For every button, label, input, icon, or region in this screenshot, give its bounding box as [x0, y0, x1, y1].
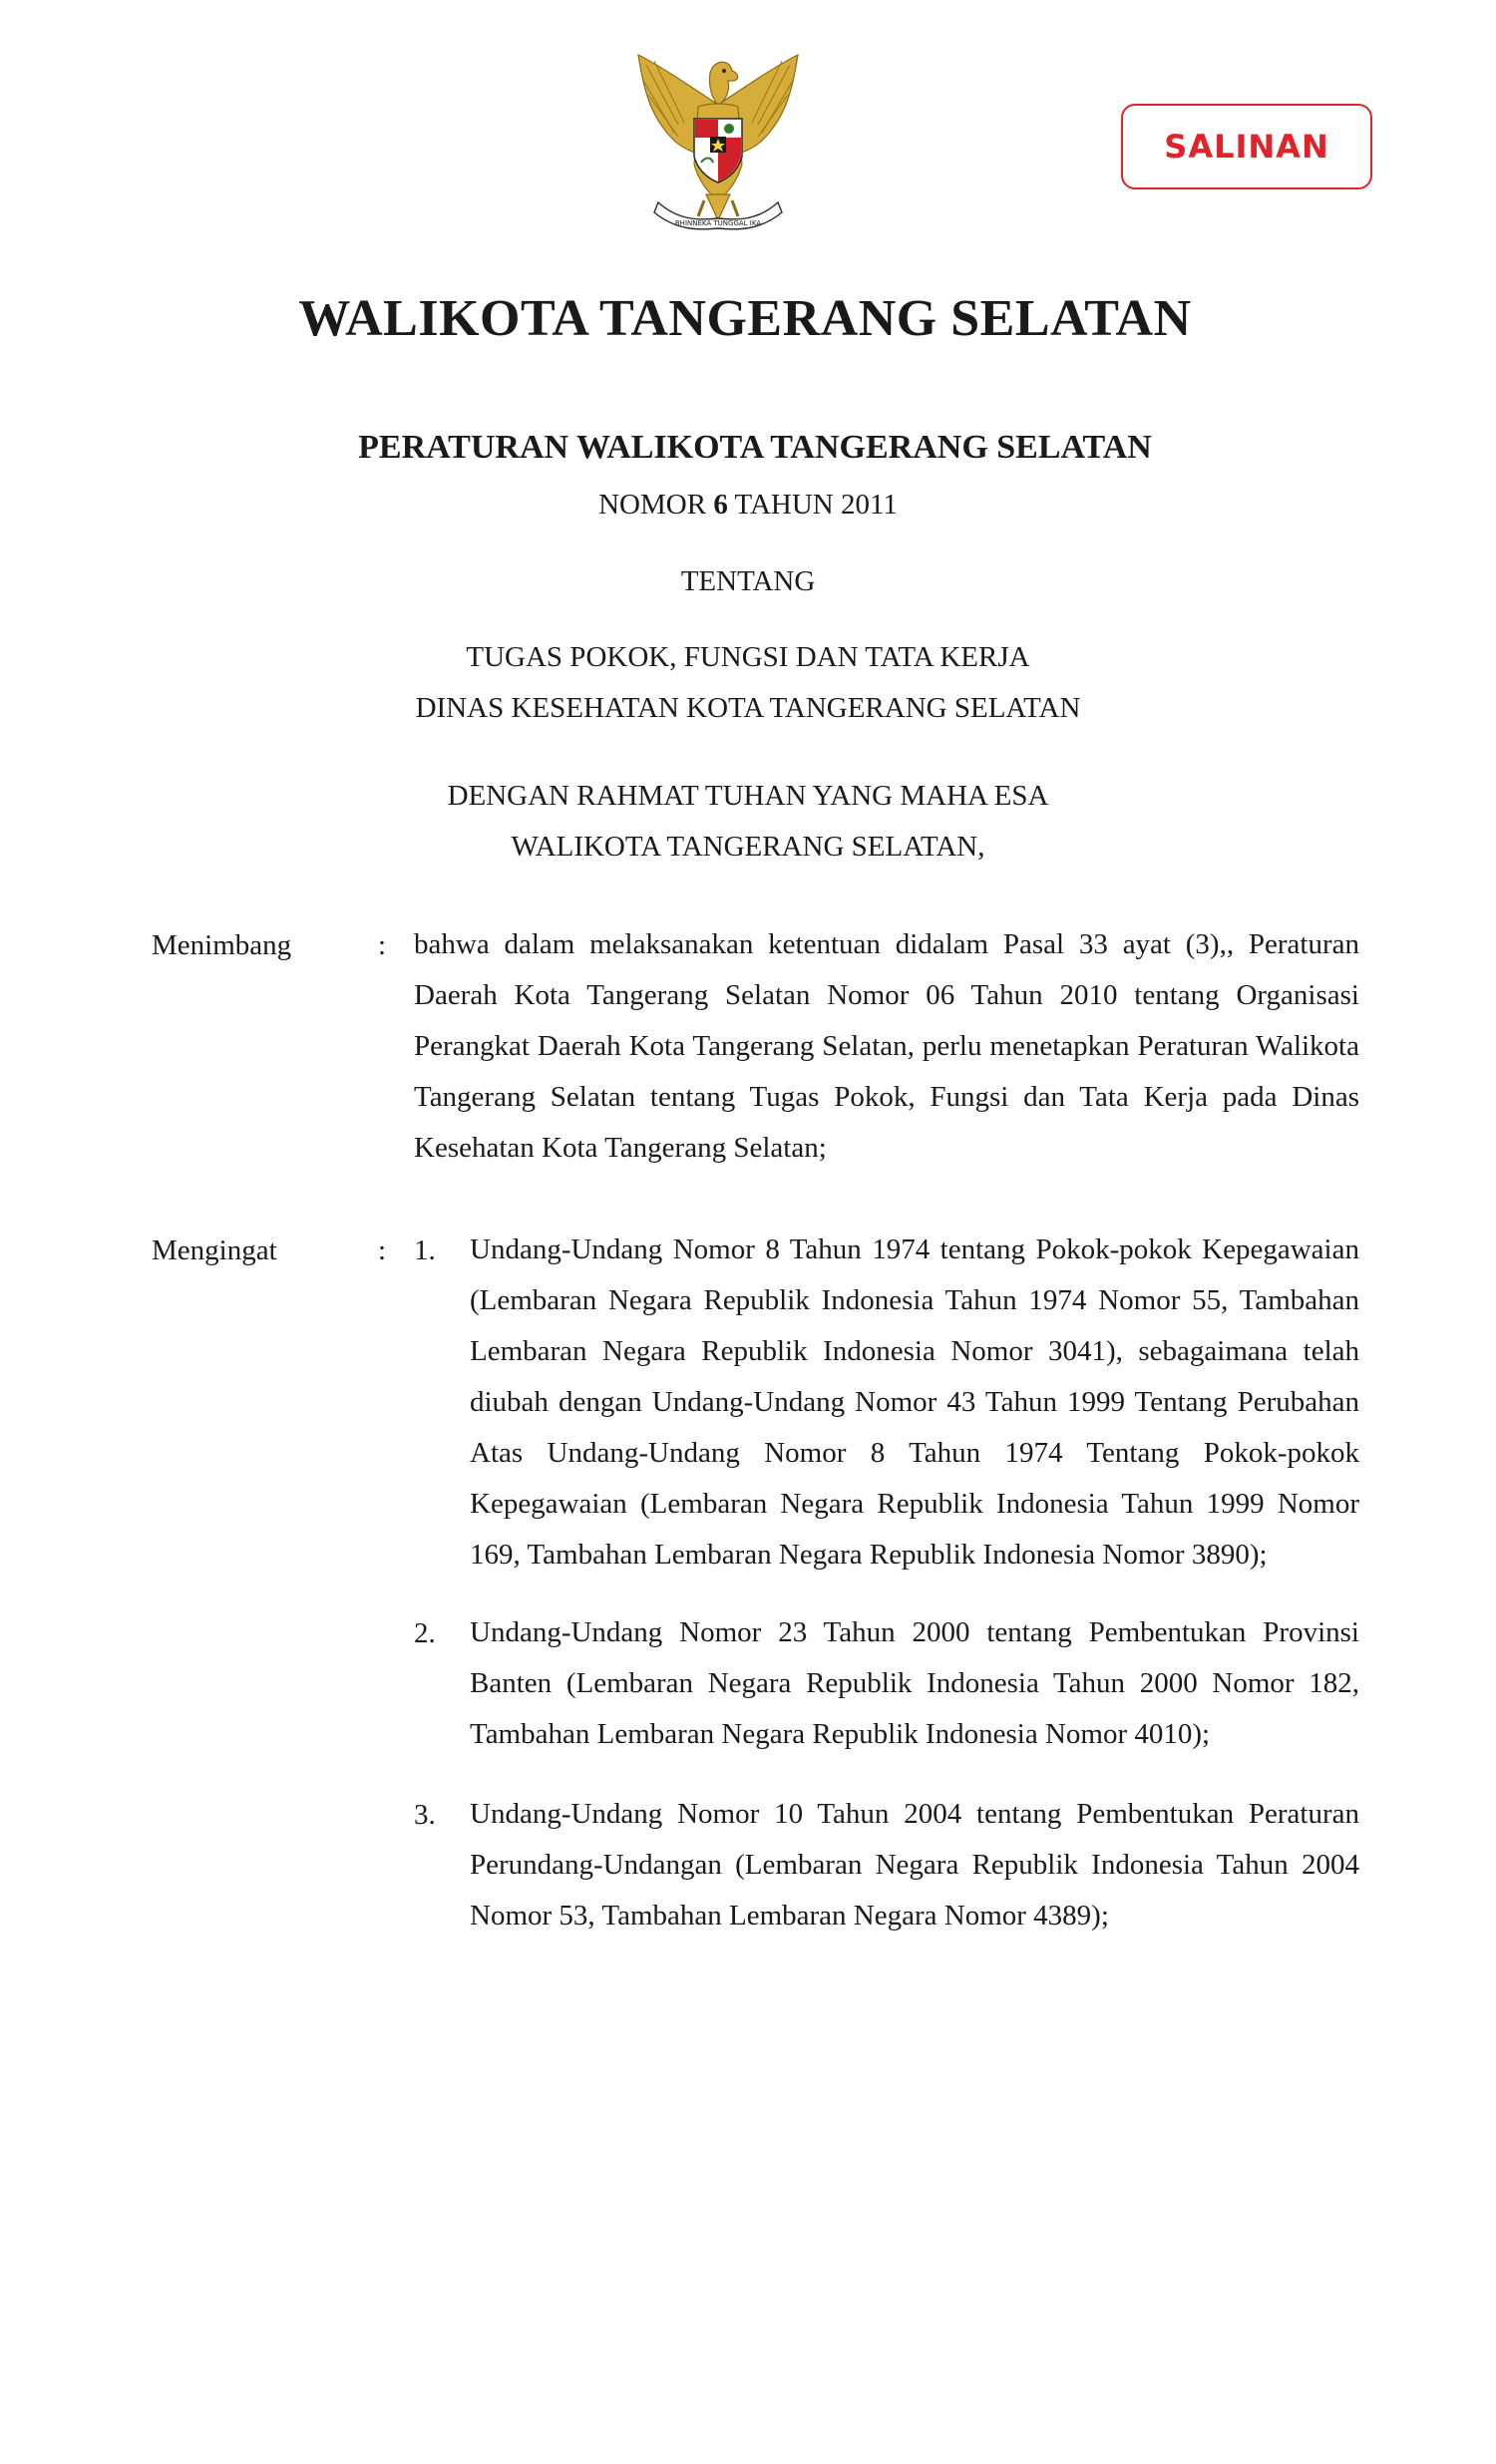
nomor-suffix: TAHUN 2011	[734, 489, 898, 521]
salinan-stamp: SALINAN	[1121, 104, 1372, 189]
page-title: WALIKOTA TANGERANG SELATAN	[298, 290, 1192, 347]
list-item-number: 2.	[414, 1617, 436, 1649]
menimbang-text: bahwa dalam melaksanakan ketentuan didalam Pasal 33 ayat (3),, Peraturan Daerah Kota Tangerang Selatan Nomor 06 Tahun 2010 tentang Organisasi Perangkat Daerah Kota Tangerang Selatan, perlu menetapkan Peraturan Walikota Tangerang Selatan tentang Tugas Pokok, Fungsi dan Tata Kerja pada Dinas Kesehatan Kota Tangerang Selatan;	[414, 928, 1359, 1164]
mengingat-label: Mengingat	[152, 1234, 277, 1266]
regulation-title: PERATURAN WALIKOTA TANGERANG SELATAN	[358, 429, 1152, 466]
preamble-line-1: DENGAN RAHMAT TUHAN YANG MAHA ESA	[447, 780, 1049, 812]
mengingat-colon: :	[378, 1234, 387, 1266]
subject-line-1: TUGAS POKOK, FUNGSI DAN TATA KERJA	[466, 641, 1030, 673]
nomor-value: 6	[713, 489, 728, 521]
list-item-number: 3.	[414, 1799, 436, 1831]
list-item: Undang-Undang Nomor 8 Tahun 1974 tentang Pokok-pokok Kepegawaian (Lembaran Negara Republik Indonesia Tahun 1974 Nomor 55, Tambahan Lembaran Negara Republik Indonesia Nomor 3041), sebagaimana telah diubah dengan Undang-Undang Nomor 43 Tahun 1999 Tentang Perubahan Atas Undang-Undang Nomor 8 Tahun 1974 Tentang Pokok-pokok Kepegawaian (Lembaran Negara Republik Indonesia Tahun 1999 Nomor 169, Tambahan Lembaran Negara Republik Indonesia Nomor 3890);	[470, 1233, 1359, 1571]
nomor-prefix: NOMOR	[598, 489, 707, 521]
garuda-pancasila-emblem-icon	[618, 45, 818, 244]
menimbang-colon: :	[378, 929, 387, 961]
tentang-heading: TENTANG	[680, 565, 816, 597]
preamble-line-2: WALIKOTA TANGERANG SELATAN,	[511, 831, 985, 863]
list-item: Undang-Undang Nomor 10 Tahun 2004 tentang Pembentukan Peraturan Perundang-Undangan (Lembaran Negara Republik Indonesia Tahun 2004 Nomor 53, Tambahan Lembaran Negara Nomor 4389);	[470, 1798, 1359, 1932]
svg-text:BHINNEKA TUNGGAL IKA: BHINNEKA TUNGGAL IKA	[674, 219, 762, 227]
list-item-number: 1.	[414, 1234, 436, 1266]
list-item: Undang-Undang Nomor 23 Tahun 2000 tentang Pembentukan Provinsi Banten (Lembaran Negara Republik Indonesia Tahun 2000 Nomor 182, Tambahan Lembaran Negara Republik Indonesia Nomor 4010);	[470, 1616, 1359, 1750]
menimbang-label: Menimbang	[152, 929, 292, 961]
regulation-number	[0, 489, 1496, 522]
subject-line-2: DINAS KESEHATAN KOTA TANGERANG SELATAN	[415, 692, 1081, 724]
